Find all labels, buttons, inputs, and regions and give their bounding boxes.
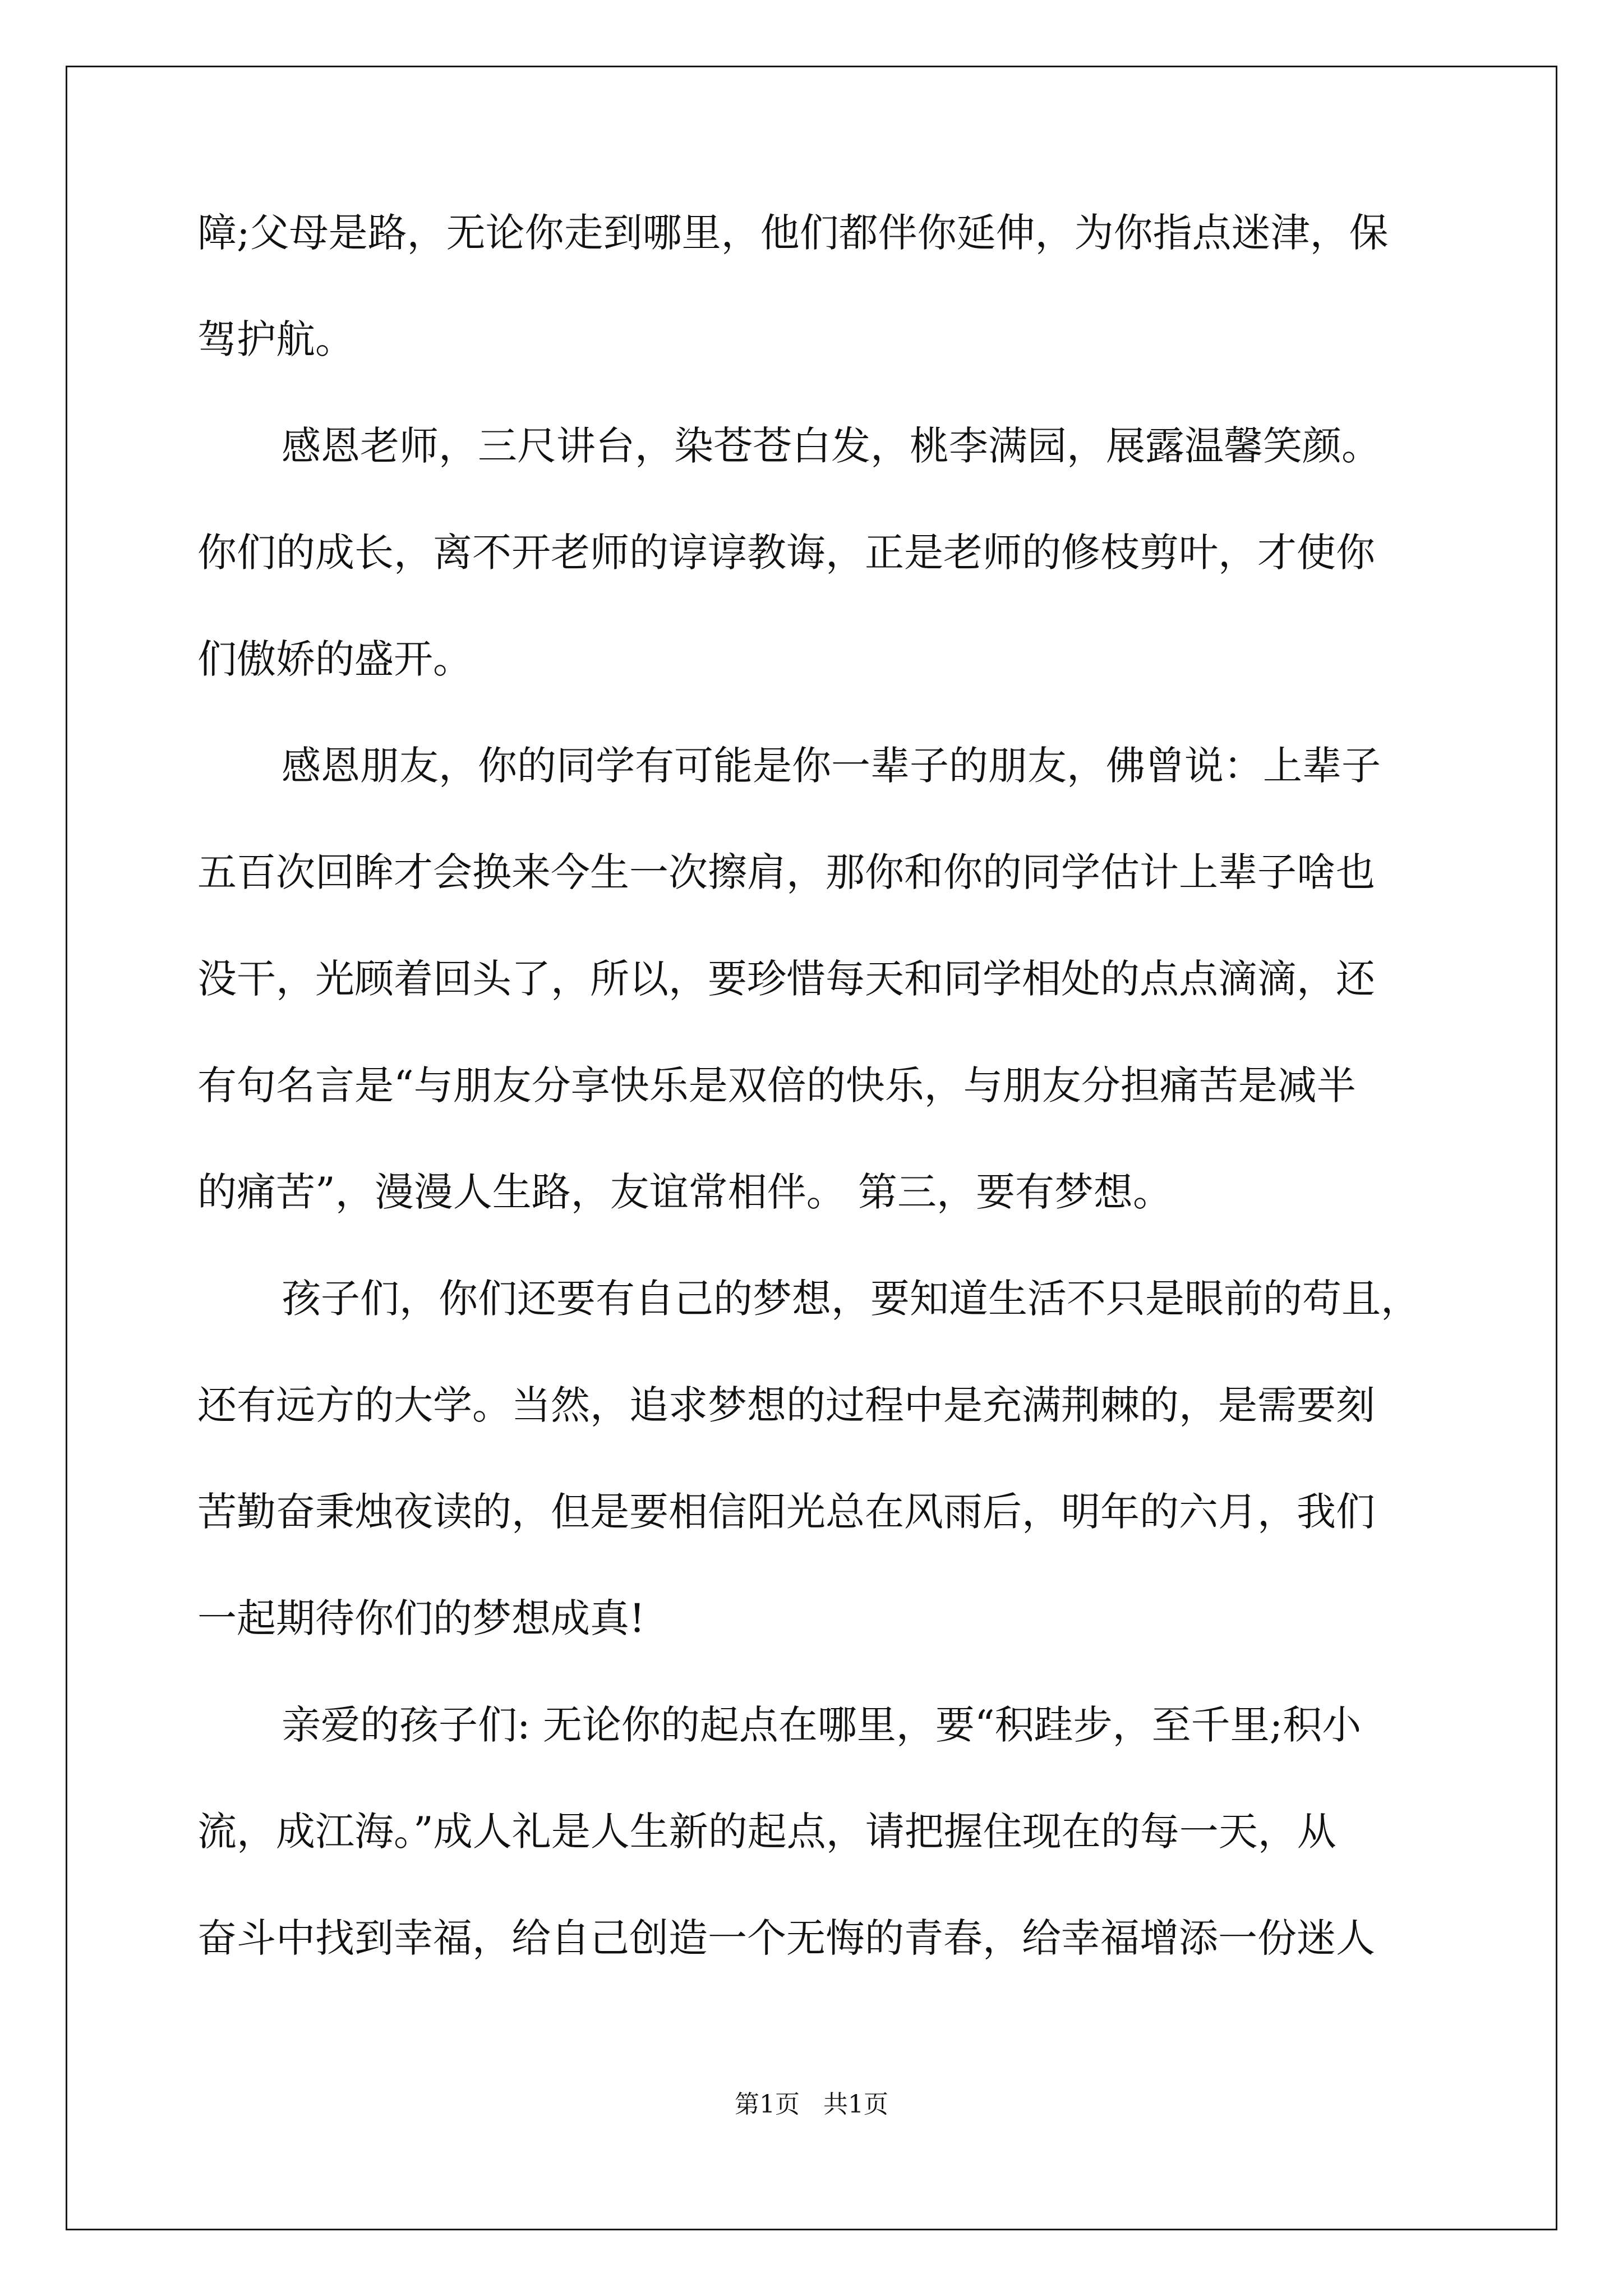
page-footer	[0, 2084, 1623, 2120]
page-number: 第1页	[735, 2090, 800, 2119]
text-line: 五百次回眸才会换来今生一次擦肩，那你和你的同学估计上辈子啥也	[197, 849, 1375, 895]
text-line: 驾护航。	[197, 316, 354, 362]
page-total: 共1页	[823, 2090, 888, 2119]
text-line: 们傲娇的盛开。	[197, 636, 472, 682]
text-line: 没干，光顾着回头了，所以，要珍惜每天和同学相处的点点滴滴，还	[197, 956, 1375, 1002]
text-line: 的痛苦”，漫漫人生路，友谊常相伴。 第三，要有梦想。	[197, 1169, 1173, 1215]
text-line: 你们的成长，离不开老师的谆谆教诲，正是老师的修枝剪叶，才使你	[197, 530, 1375, 576]
paragraph-first-line: 感恩老师，三尺讲台，染苍苍白发，桃李满园，展露温馨笑颜。	[282, 423, 1381, 469]
page-border	[66, 66, 1557, 2230]
paragraph-first-line: 亲爱的孩子们: 无论你的起点在哪里，要“积跬步，至千里;积小	[282, 1702, 1362, 1748]
paragraph-first-line: 孩子们，你们还要有自己的梦想，要知道生活不只是眼前的苟且，	[282, 1276, 1420, 1322]
text-line: 有句名言是“与朋友分享快乐是双倍的快乐，与朋友分担痛苦是减半	[197, 1062, 1356, 1108]
text-line: 一起期待你们的梦想成真!	[197, 1595, 645, 1641]
text-line: 还有远方的大学。当然，追求梦想的过程中是充满荆棘的，是需要刻	[197, 1382, 1375, 1428]
text-line: 流，成江海。”成人礼是人生新的起点，请把握住现在的每一天，从	[197, 1809, 1336, 1855]
text-line: 障;父母是路，无论你走到哪里，他们都伴你延伸，为你指点迷津，保	[197, 210, 1389, 256]
text-line: 苦勤奋秉烛夜读的，但是要相信阳光总在风雨后，明年的六月，我们	[197, 1489, 1375, 1535]
text-line: 奋斗中找到幸福，给自己创造一个无悔的青春，给幸福增添一份迷人	[197, 1915, 1375, 1961]
paragraph-first-line: 感恩朋友，你的同学有可能是你一辈子的朋友，佛曾说：上辈子	[282, 743, 1381, 789]
